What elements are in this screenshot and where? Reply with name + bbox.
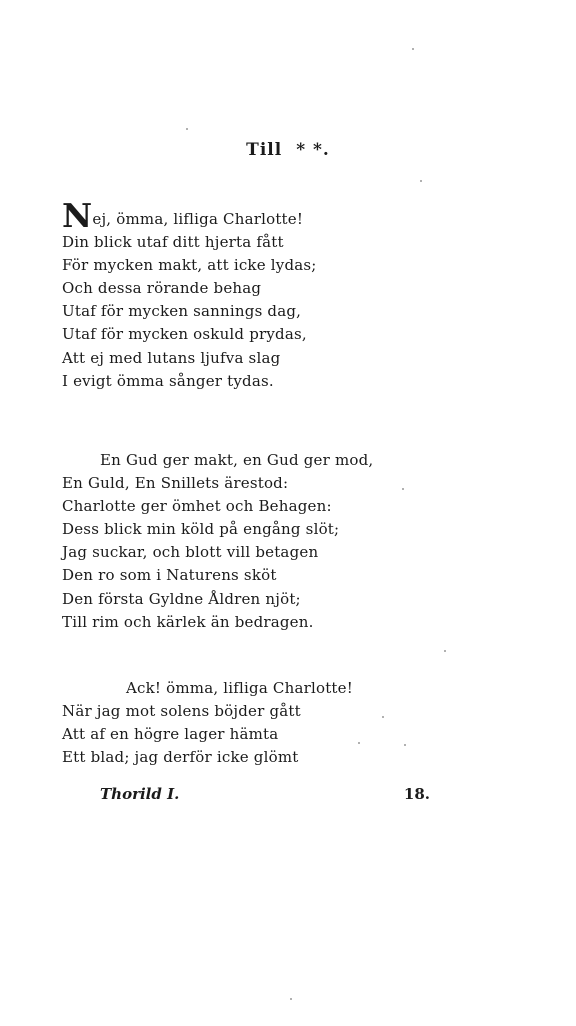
poem-line: Till rim och kärlek än bedragen. xyxy=(62,612,314,631)
signature-mark: Thorild I. xyxy=(100,785,180,803)
paper-speck xyxy=(404,744,406,746)
stanza-1 xyxy=(62,196,317,393)
paper-speck xyxy=(290,998,292,1000)
page-footer xyxy=(100,785,430,803)
poem-line: Att af en högre lager hämta xyxy=(62,725,279,744)
first-line-rest: ej, ömma, lifliga Charlotte! xyxy=(92,210,304,228)
poem-line: Utaf för mycken oskuld prydas, xyxy=(62,325,307,344)
poem-line: En Guld, En Snillets ärestod: xyxy=(62,474,289,493)
poem-line: Jag suckar, och blott vill betagen xyxy=(62,543,319,562)
poem-line: Dess blick min köld på engång slöt; xyxy=(62,520,340,539)
poem-line: När jag mot solens böjder gått xyxy=(62,702,301,721)
paper-speck xyxy=(382,716,384,718)
poem-line: Charlotte ger ömhet och Behagen: xyxy=(62,497,332,516)
poem-line: Den ro som i Naturens sköt xyxy=(62,566,277,585)
paper-speck xyxy=(358,742,360,744)
stanza-3 xyxy=(62,677,353,769)
poem-line: Ack! ömma, lifliga Charlotte! xyxy=(126,679,353,697)
paper-speck xyxy=(402,488,404,490)
poem-line: För mycken makt, att icke lydas; xyxy=(62,256,317,275)
title-stars: * *. xyxy=(296,140,330,160)
paper-speck xyxy=(420,180,422,182)
poem-line: Att ej med lutans ljufva slag xyxy=(62,348,281,367)
paper-speck xyxy=(186,128,188,130)
page-number: 18. xyxy=(403,785,430,803)
drop-cap: N xyxy=(62,196,93,235)
title-text: Till xyxy=(246,140,283,160)
poem-line: I evigt ömma sånger tydas. xyxy=(62,371,274,390)
paper-speck xyxy=(444,650,446,652)
poem-line: Utaf för mycken sannings dag, xyxy=(62,302,302,321)
poem-line: Din blick utaf ditt hjerta fått xyxy=(62,233,284,252)
stanza-2 xyxy=(62,449,373,634)
poem-line: Och dessa rörande behag xyxy=(62,279,262,298)
poem-line: Den första Gyldne Åldren njöt; xyxy=(62,589,301,608)
paper-speck xyxy=(412,48,414,50)
poem-line xyxy=(62,196,317,235)
poem-line: Ett blad; jag derför icke glömt xyxy=(62,748,299,767)
poem-title xyxy=(0,140,576,160)
poem-line: En Gud ger makt, en Gud ger mod, xyxy=(100,451,374,469)
